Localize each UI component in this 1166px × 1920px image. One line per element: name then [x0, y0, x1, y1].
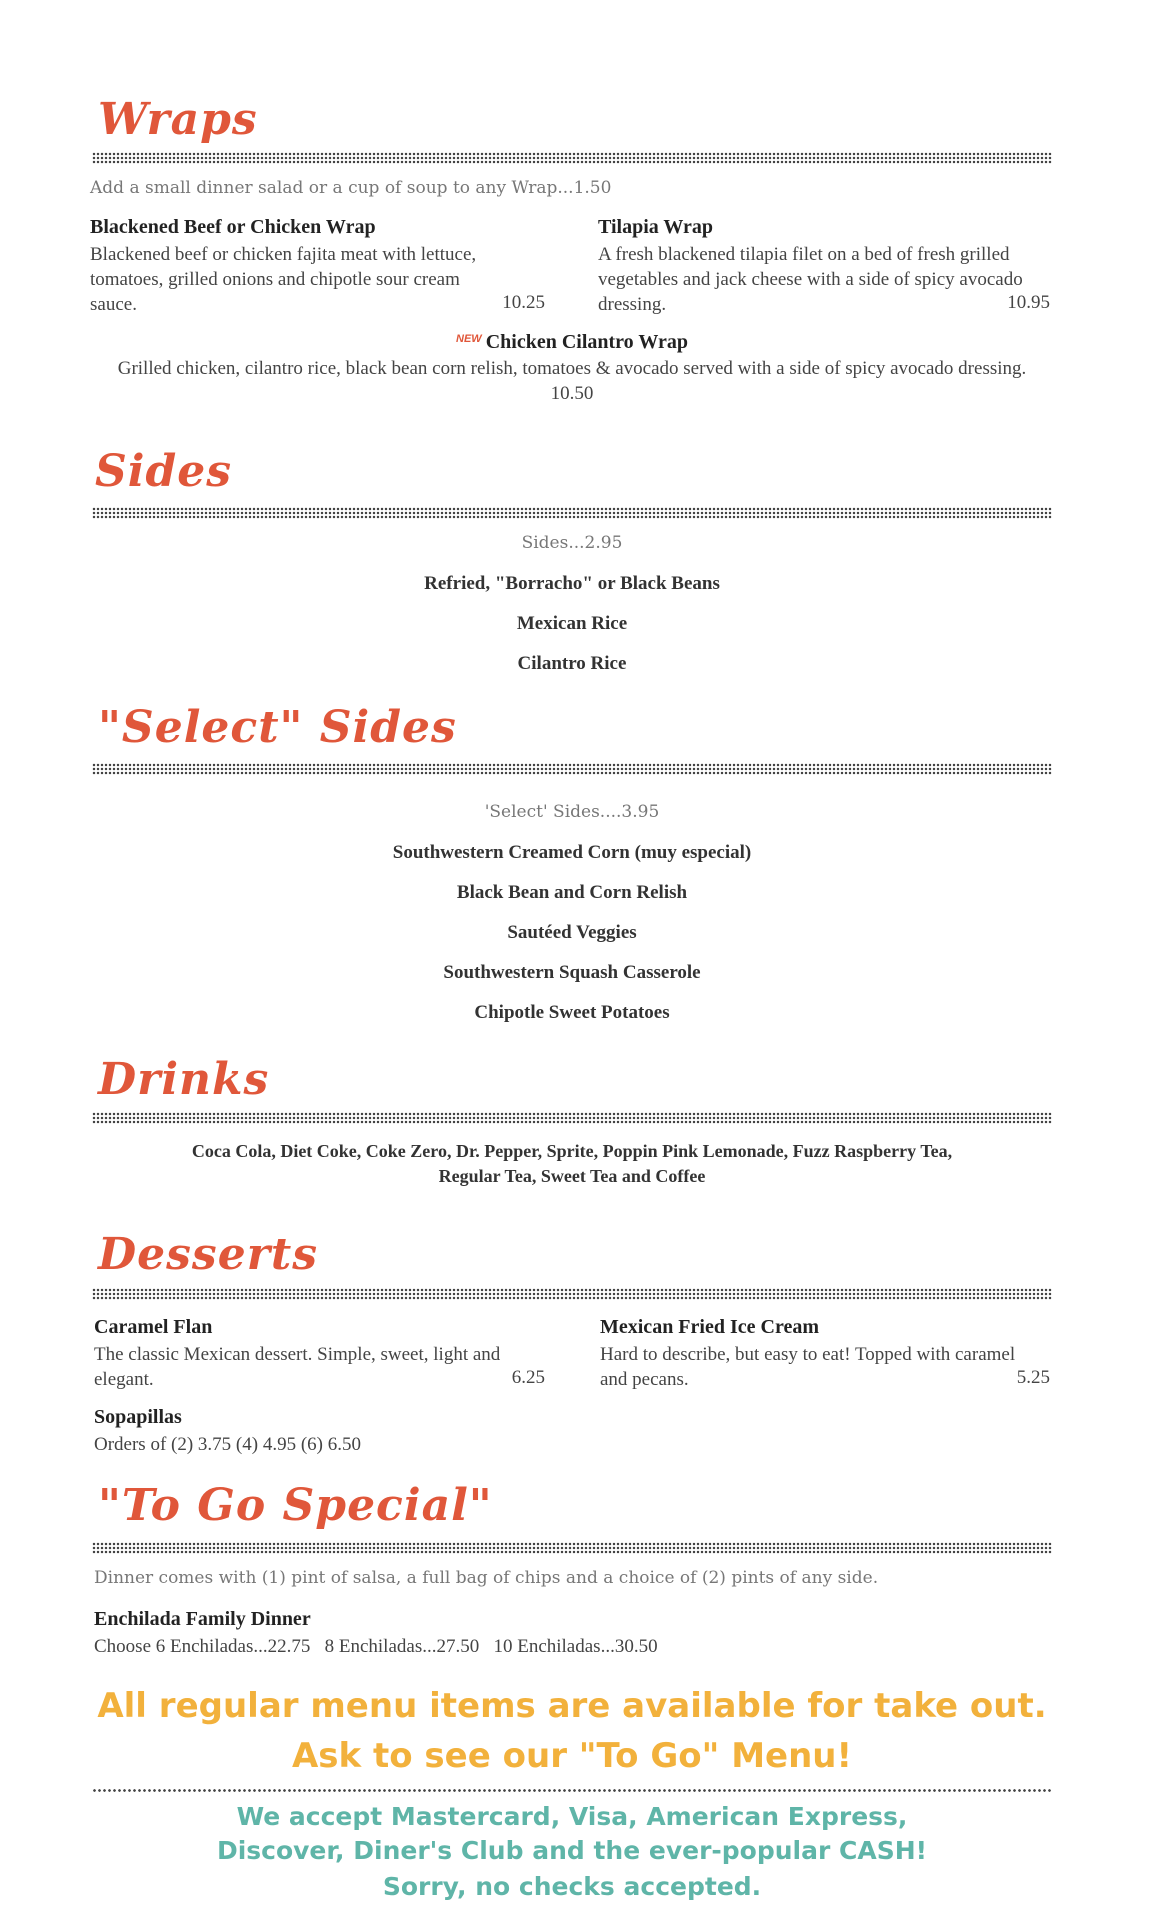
- select-side-item: Southwestern Creamed Corn (muy especial): [392, 842, 752, 863]
- wrap-item-name: Tilapia Wrap: [598, 216, 714, 238]
- drinks-divider: [92, 1112, 1052, 1124]
- wrap-item-price: 10.95: [1007, 292, 1050, 313]
- dessert-item-name: Sopapillas: [94, 1406, 182, 1428]
- payment-info: We accept Mastercard, Visa, American Express,: [236, 1802, 908, 1831]
- to-go-note: Dinner comes with (1) pint of salsa, a full bag of chips and a choice of (2) pints of any side.: [94, 1568, 879, 1588]
- dessert-item-name: Caramel Flan: [94, 1316, 213, 1338]
- to-go-title: "To Go Special": [98, 1480, 493, 1531]
- wraps-note: Add a small dinner salad or a cup of soup to any Wrap...1.50: [90, 178, 612, 198]
- select-side-item: Southwestern Squash Casserole: [443, 962, 701, 983]
- select-side-item: Chipotle Sweet Potatoes: [474, 1002, 670, 1023]
- select-sides-note: 'Select' Sides....3.95: [484, 802, 660, 822]
- sides-title: Sides: [95, 446, 233, 497]
- select-sides-title: "Select" Sides: [98, 702, 457, 753]
- select-sides-divider: [92, 763, 1052, 775]
- wraps-title: Wraps: [98, 94, 258, 145]
- new-badge: NEW: [456, 333, 482, 345]
- wrap-item-price: 10.25: [502, 292, 545, 313]
- wrap-item-desc: Blackened beef or chicken fajita meat with lettuce, tomatoes, grilled onions and chipotle sour cream sauce.: [90, 244, 477, 315]
- dessert-item-desc: Hard to describe, but easy to eat! Topped with caramel and pecans.: [600, 1344, 1016, 1390]
- drinks-list: Coca Cola, Diet Coke, Coke Zero, Dr. Pepper, Sprite, Poppin Pink Lemonade, Fuzz Raspberry Tea,: [191, 1141, 953, 1161]
- desserts-divider: [92, 1288, 1052, 1300]
- side-item: Cilantro Rice: [517, 653, 627, 674]
- wrap-item-name: Blackened Beef or Chicken Wrap: [90, 216, 376, 238]
- to-go-divider: [92, 1542, 1052, 1554]
- dessert-item-name: Mexican Fried Ice Cream: [600, 1316, 819, 1338]
- side-item: Refried, "Borracho" or Black Beans: [424, 573, 720, 594]
- select-side-item: Sautéed Veggies: [507, 922, 637, 943]
- sides-note: Sides...2.95: [521, 533, 623, 553]
- drinks-title: Drinks: [98, 1054, 270, 1105]
- wraps-divider: [92, 152, 1052, 164]
- desserts-title: Desserts: [98, 1229, 318, 1280]
- sides-divider: [92, 507, 1052, 519]
- dessert-item-desc: The classic Mexican dessert. Simple, sweet, light and elegant.: [94, 1344, 501, 1390]
- dessert-item-price: 6.25: [511, 1367, 545, 1388]
- footer-divider: [92, 1788, 1052, 1793]
- select-side-item: Black Bean and Corn Relish: [456, 882, 688, 903]
- payment-info: Discover, Diner's Club and the ever-popular CASH!: [216, 1836, 928, 1865]
- to-go-menu-notice: Ask to see our "To Go" Menu!: [291, 1736, 853, 1776]
- take-out-notice: All regular menu items are available for take out.: [97, 1686, 1047, 1726]
- featured-wrap-name: [92, 331, 1052, 354]
- featured-wrap-label: Chicken Cilantro Wrap: [485, 331, 688, 353]
- drinks-list: Regular Tea, Sweet Tea and Coffee: [438, 1166, 706, 1186]
- to-go-item-name: Enchilada Family Dinner: [94, 1608, 311, 1630]
- wrap-item-desc: A fresh blackened tilapia filet on a bed of fresh grilled vegetables and jack cheese with a side of spicy avocado dressing.: [598, 244, 1023, 315]
- payment-info: Sorry, no checks accepted.: [382, 1872, 762, 1901]
- featured-wrap-desc: Grilled chicken, cilantro rice, black bean corn relish, tomatoes & avocado served with a side of spicy avocado dressing. 10.50: [117, 358, 1027, 404]
- dessert-item-desc: Orders of (2) 3.75 (4) 4.95 (6) 6.50: [94, 1434, 361, 1455]
- side-item: Mexican Rice: [516, 613, 628, 634]
- to-go-item-desc: Choose 6 Enchiladas...22.75 8 Enchiladas...27.50 10 Enchiladas...30.50: [94, 1636, 658, 1657]
- dessert-item-price: 5.25: [1016, 1367, 1050, 1388]
